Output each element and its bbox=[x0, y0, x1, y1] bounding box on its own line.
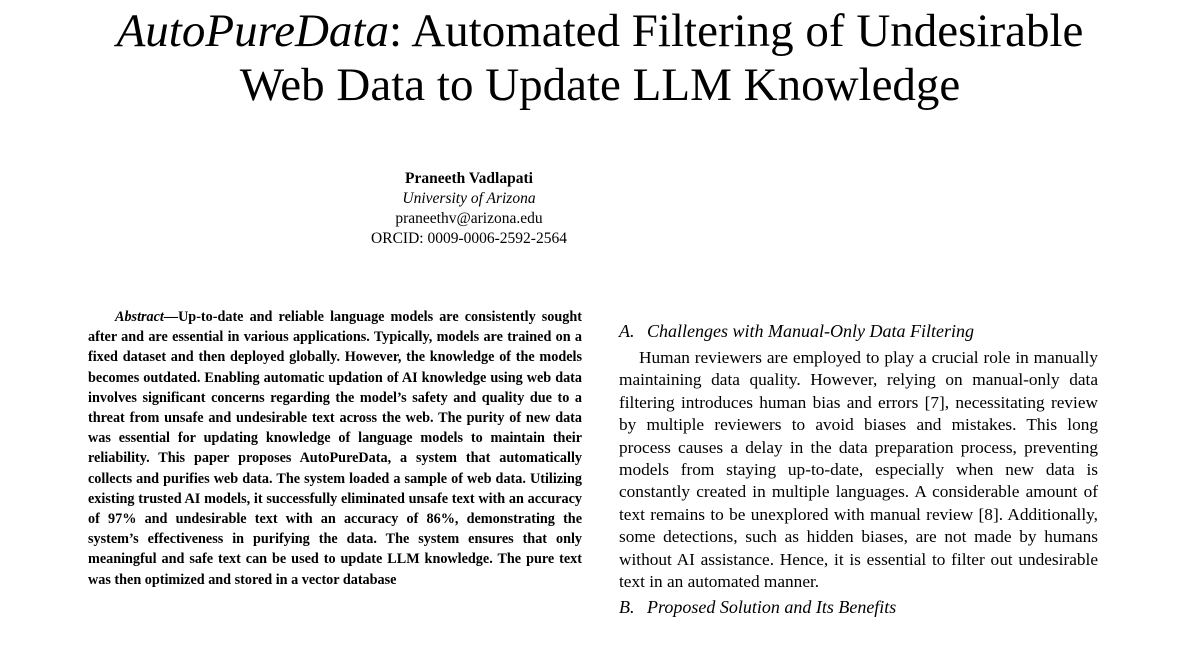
author-email: praneethv@arizona.edu bbox=[395, 210, 543, 227]
section-title-a: Challenges with Manual-Only Data Filtering bbox=[647, 321, 974, 341]
section-heading-a bbox=[619, 319, 1098, 343]
section-title-b: Proposed Solution and Its Benefits bbox=[647, 597, 897, 618]
author-block bbox=[269, 169, 669, 249]
abstract bbox=[88, 307, 582, 590]
abstract-text: Up-to-date and reliable language models are consistently sought after and are essential in various applications. Typically, models are trained on a fixed dataset and then deployed globally. However, the knowledge of the models becomes outdated. Enabling automatic updation of AI knowledge using web data involves significant concerns regarding the model’s safety and quality due to a threat from unsafe and undesirable text across the web. The purity of new data was essential for updating knowledge of language models to maintain their reliability. This paper proposes AutoPureData, a system that automatically collects and purifies web data. The system loaded a sample of web data. Utilizing existing trusted AI models, it successfully eliminated unsafe text with an accuracy of 97% and undesirable text with an accuracy of 86%, demonstrating the system’s effectiveness in purifying the data. The system ensures that only meaningful and safe text can be used to update LLM knowledge. The pure text was then optimized and stored in a vector database bbox=[88, 309, 582, 588]
author-name: Praneeth Vadlapati bbox=[405, 170, 533, 187]
title-system-name: AutoPureData bbox=[116, 5, 389, 57]
author-orcid: ORCID: 0009-0006-2592-2564 bbox=[371, 230, 567, 247]
author-affiliation: University of Arizona bbox=[402, 190, 536, 207]
right-column bbox=[619, 319, 1098, 619]
abstract-dash: — bbox=[163, 309, 179, 325]
abstract-label: Abstract bbox=[115, 309, 164, 325]
section-heading-b bbox=[619, 595, 1098, 619]
section-number-a: A. bbox=[619, 321, 635, 341]
section-number-b: B. bbox=[619, 597, 635, 618]
title-line-2: Web Data to Update LLM Knowledge bbox=[239, 59, 961, 111]
title-line-1-rest: : Automated Filtering of Undesirable bbox=[388, 5, 1084, 57]
paper-title bbox=[0, 4, 1200, 112]
section-paragraph-a: Human reviewers are employed to play a crucial role in manually maintaining data quality. However, relying on manual-only data filtering introduces human bias and errors [7], necessitating review by multiple reviewers to avoid biases and mistakes. This long process causes a delay in the data preparation process, preventing models from staying up-to-date, especially when new data is constantly created in multiple languages. A considerable amount of text remains to be unexplored with manual review [8]. Additionally, some detections, such as hidden biases, are not made by humans without AI assistance. Hence, it is essential to filter out undesirable text in an automated manner. bbox=[619, 348, 1098, 592]
title-line-1 bbox=[0, 4, 1200, 58]
